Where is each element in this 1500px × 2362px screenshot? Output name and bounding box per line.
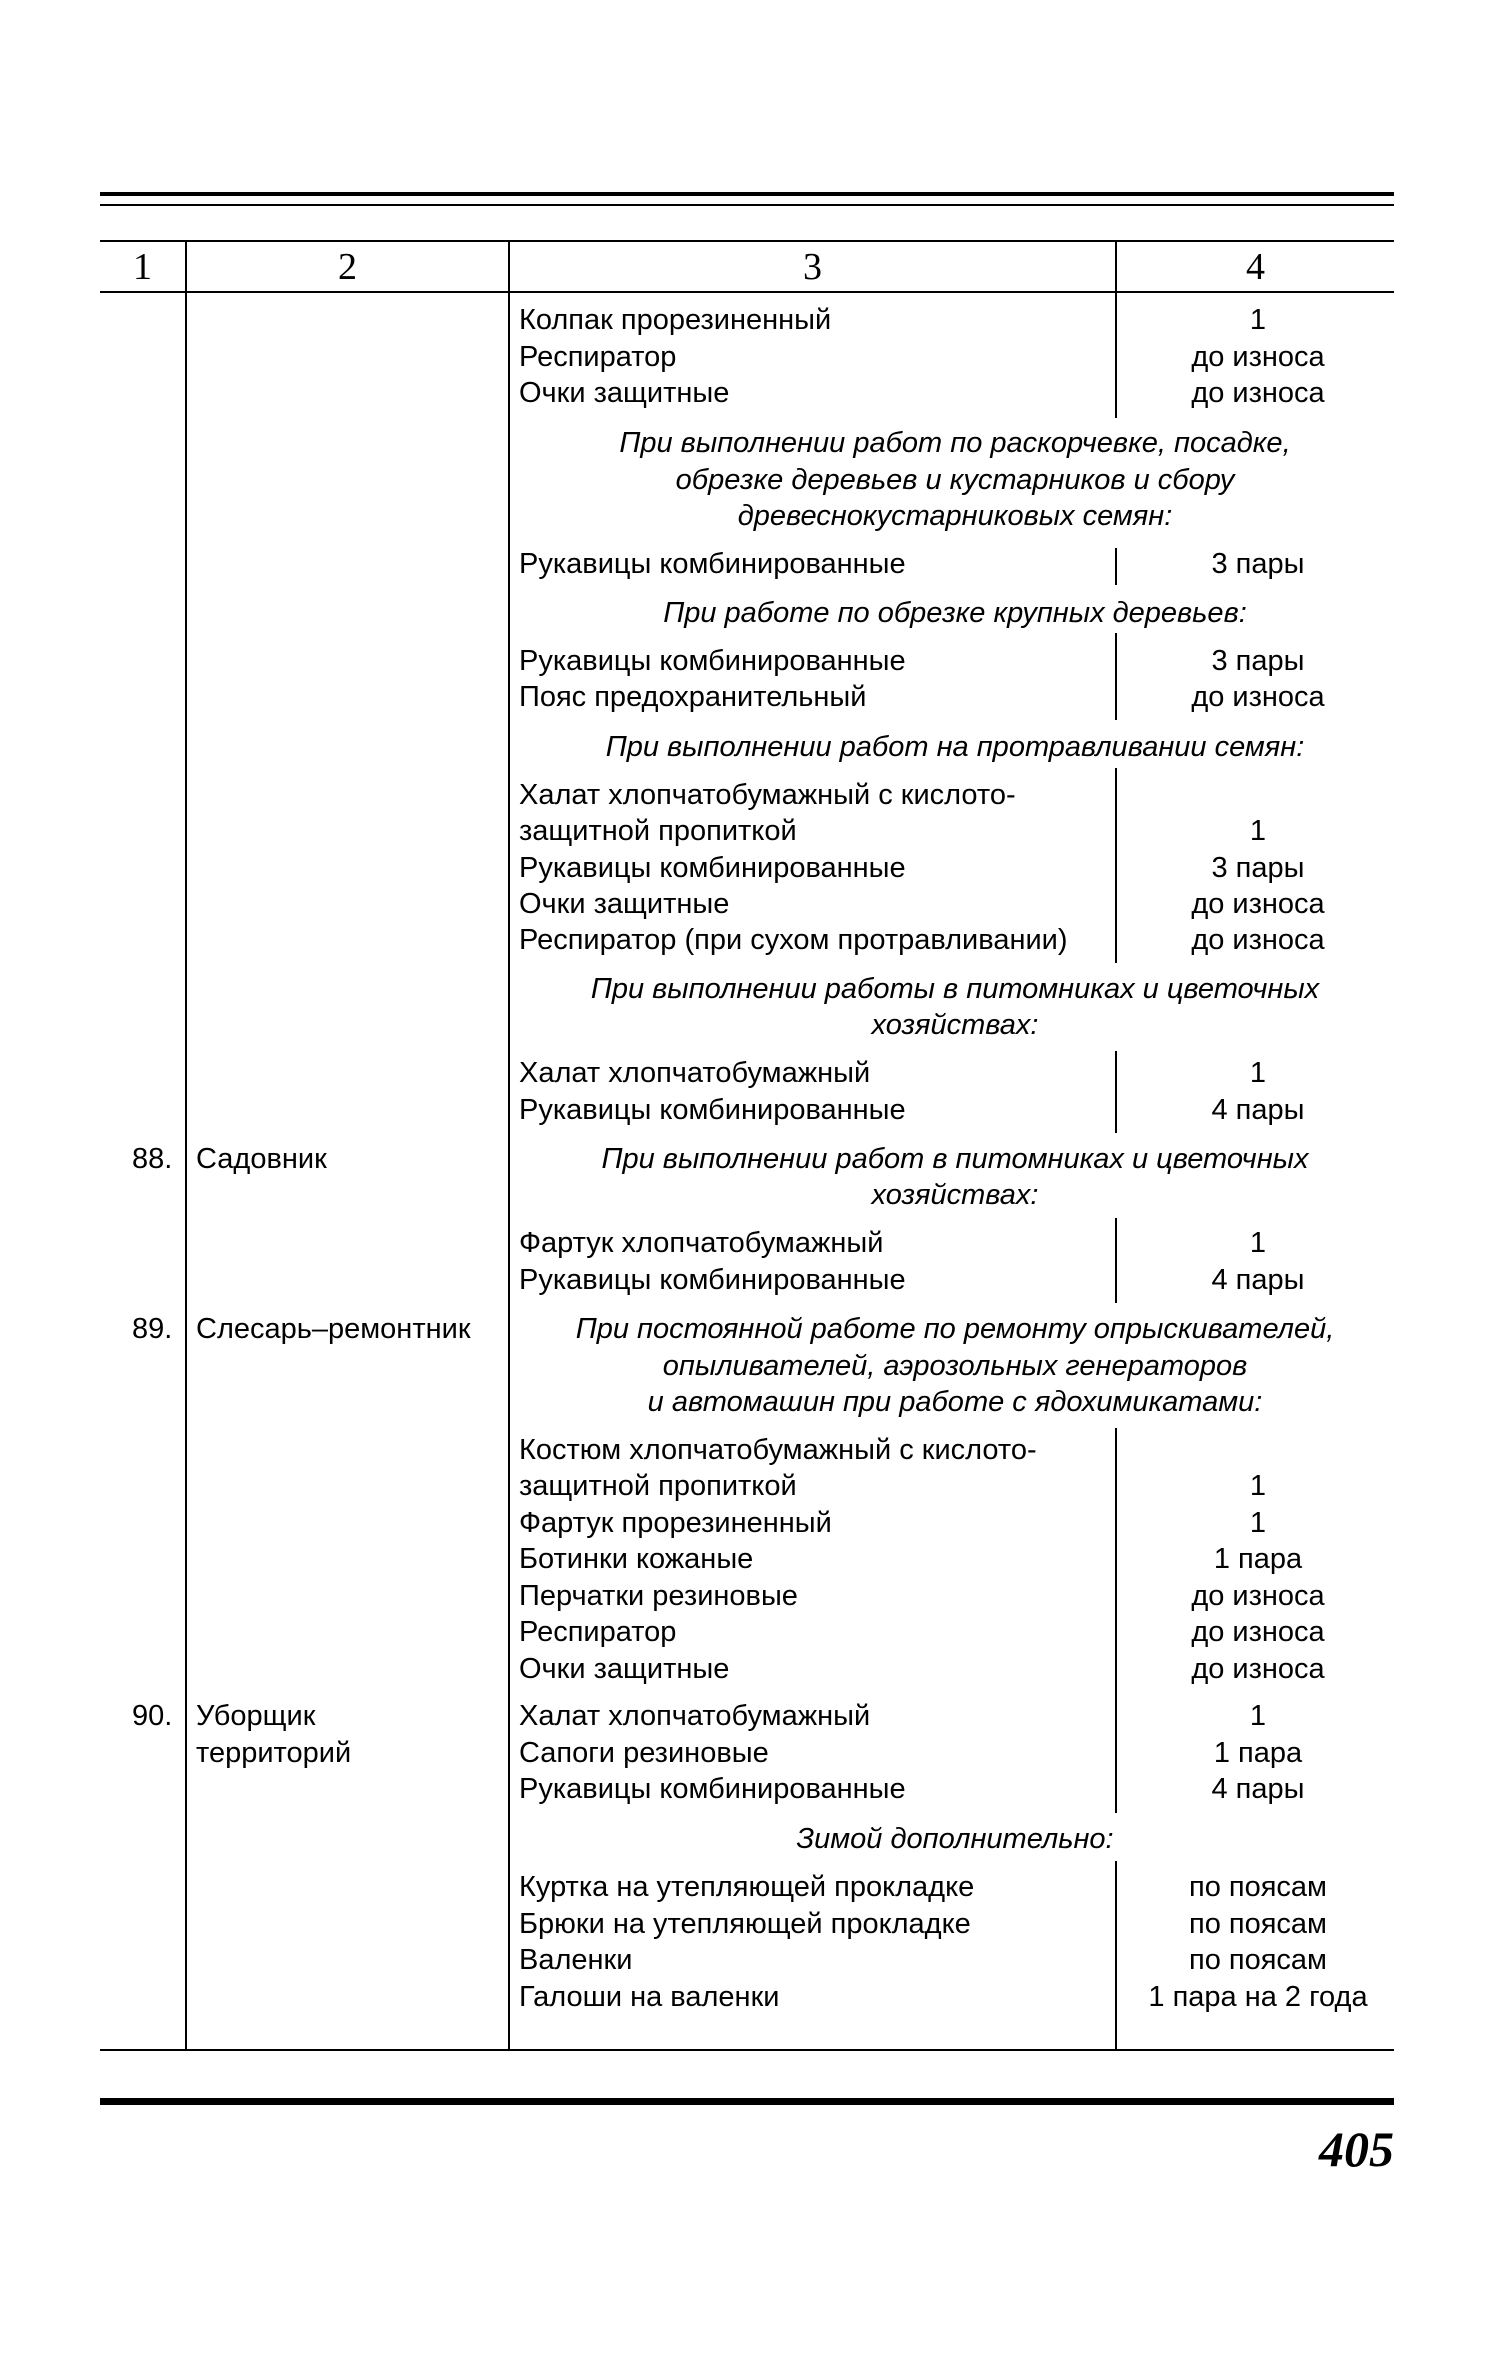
header-col-1: 1 [133,246,152,288]
item-qty: до износа [1191,341,1325,373]
item-qty: 3 пары [1211,645,1305,677]
header-bottom-line [100,291,1394,293]
header-col-4: 4 [1246,246,1265,288]
item-name: Респиратор [519,1616,677,1648]
item-qty: 1 [1249,1057,1267,1089]
item-name: Куртка на утепляющей прокладке [519,1871,975,1903]
section-note: хозяйствах: [871,1179,1039,1211]
item-name: Халат хлопчатобумажный [519,1057,871,1089]
col-divider-3-segment [1115,548,1117,585]
item-qty: до износа [1191,888,1325,920]
item-qty: 1 [1249,1700,1267,1732]
profession-name: Слесарь–ремонтник [196,1313,471,1345]
page-number: 405 [1319,2121,1394,2177]
item-name: Рукавицы комбинированные [519,1094,906,1126]
item-name: Халат хлопчатобумажный с кислото- [519,779,1016,811]
col-divider-3-segment [1115,768,1117,963]
header-top-line [100,240,1394,242]
item-name: Брюки на утепляющей прокладке [519,1908,971,1940]
item-qty: 1 [1249,1227,1267,1259]
section-note: хозяйствах: [871,1009,1039,1041]
section-note: При выполнении работ на протравливании семян: [605,731,1305,763]
item-name: Респиратор [519,341,677,373]
item-qty: 3 пары [1211,852,1305,884]
section-note: При выполнении работ по раскорчевке, посадке, [619,427,1291,459]
item-name: Очки защитные [519,377,730,409]
item-name: Сапоги резиновые [519,1737,769,1769]
item-name: Фартук прорезиненный [519,1507,832,1539]
item-qty: до износа [1191,1653,1325,1685]
item-name: защитной пропиткой [519,1470,797,1502]
item-qty: 4 пары [1211,1264,1305,1296]
table-bottom-line [100,2049,1394,2051]
section-note: Зимой дополнительно: [796,1823,1114,1855]
item-qty: 3 пары [1211,548,1305,580]
item-qty: до износа [1191,1580,1325,1612]
item-qty: 1 пара на 2 года [1148,1981,1368,2013]
item-name: Ботинки кожаные [519,1543,754,1575]
row-number: 89. [132,1313,173,1345]
col-divider-3-segment [1115,1051,1117,1133]
profession-name: Уборщик [196,1700,316,1732]
col-divider-2 [508,240,510,2050]
item-qty: 1 [1249,1470,1267,1502]
item-qty: до износа [1191,377,1325,409]
item-name: Фартук хлопчатобумажный [519,1227,884,1259]
item-qty: 4 пары [1211,1773,1305,1805]
item-qty: 1 пара [1213,1737,1303,1769]
item-name: Костюм хлопчатобумажный с кислото- [519,1434,1037,1466]
section-note: При выполнении работ в питомниках и цветочных [601,1143,1309,1175]
item-name: Галоши на валенки [519,1981,780,2013]
item-qty: до износа [1191,1616,1325,1648]
item-name: Рукавицы комбинированные [519,852,906,884]
item-name: Очки защитные [519,1653,730,1685]
section-note: опыливателей, аэрозольных генераторов [662,1350,1248,1382]
bottom-rule-thick [100,2098,1394,2105]
profession-name: территорий [196,1737,352,1769]
section-note: обрезке деревьев и кустарников и сбору [675,464,1235,496]
item-qty: по поясам [1189,1871,1327,1903]
section-note: и автомашин при работе с ядохимикатами: [647,1386,1263,1418]
item-name: Перчатки резиновые [519,1580,798,1612]
item-name: защитной пропиткой [519,815,797,847]
top-rule-thick [100,192,1394,196]
item-name: Рукавицы комбинированные [519,1773,906,1805]
profession-name: Садовник [196,1143,327,1175]
item-qty: до износа [1191,681,1325,713]
item-qty: 4 пары [1211,1094,1305,1126]
top-rule-thin [100,204,1394,206]
item-qty: 1 пара [1213,1543,1303,1575]
section-note: древеснокустарниковых семян: [737,500,1173,532]
item-qty: до износа [1191,924,1325,956]
item-name: Халат хлопчатобумажный [519,1700,871,1732]
section-note: При выполнении работы в питомниках и цветочных [590,973,1320,1005]
header-col-2: 2 [338,246,357,288]
item-name: Рукавицы комбинированные [519,548,906,580]
item-name: Колпак прорезиненный [519,304,832,336]
row-number: 90. [132,1700,173,1732]
col-divider-3-segment [1115,1861,1117,2050]
row-number: 88. [132,1143,173,1175]
item-name: Валенки [519,1944,633,1976]
item-qty: 1 [1249,1507,1267,1539]
item-qty: 1 [1249,815,1267,847]
item-name: Пояс предохранительный [519,681,867,713]
item-name: Респиратор (при сухом протравливании) [519,924,1068,956]
col-divider-3-segment [1115,1218,1117,1303]
col-divider-3-segment [1115,1428,1117,1813]
item-qty: 1 [1249,304,1267,336]
item-name: Очки защитные [519,888,730,920]
col-divider-3-segment [1115,240,1117,418]
section-note: При постоянной работе по ремонту опрыскивателей, [575,1313,1335,1345]
item-name: Рукавицы комбинированные [519,645,906,677]
header-col-3: 3 [803,246,822,288]
col-divider-3-segment [1115,633,1117,720]
item-qty: по поясам [1189,1908,1327,1940]
item-name: Рукавицы комбинированные [519,1264,906,1296]
item-qty: по поясам [1189,1944,1327,1976]
section-note: При работе по обрезке крупных деревьев: [663,597,1247,629]
col-divider-1 [185,240,187,2050]
